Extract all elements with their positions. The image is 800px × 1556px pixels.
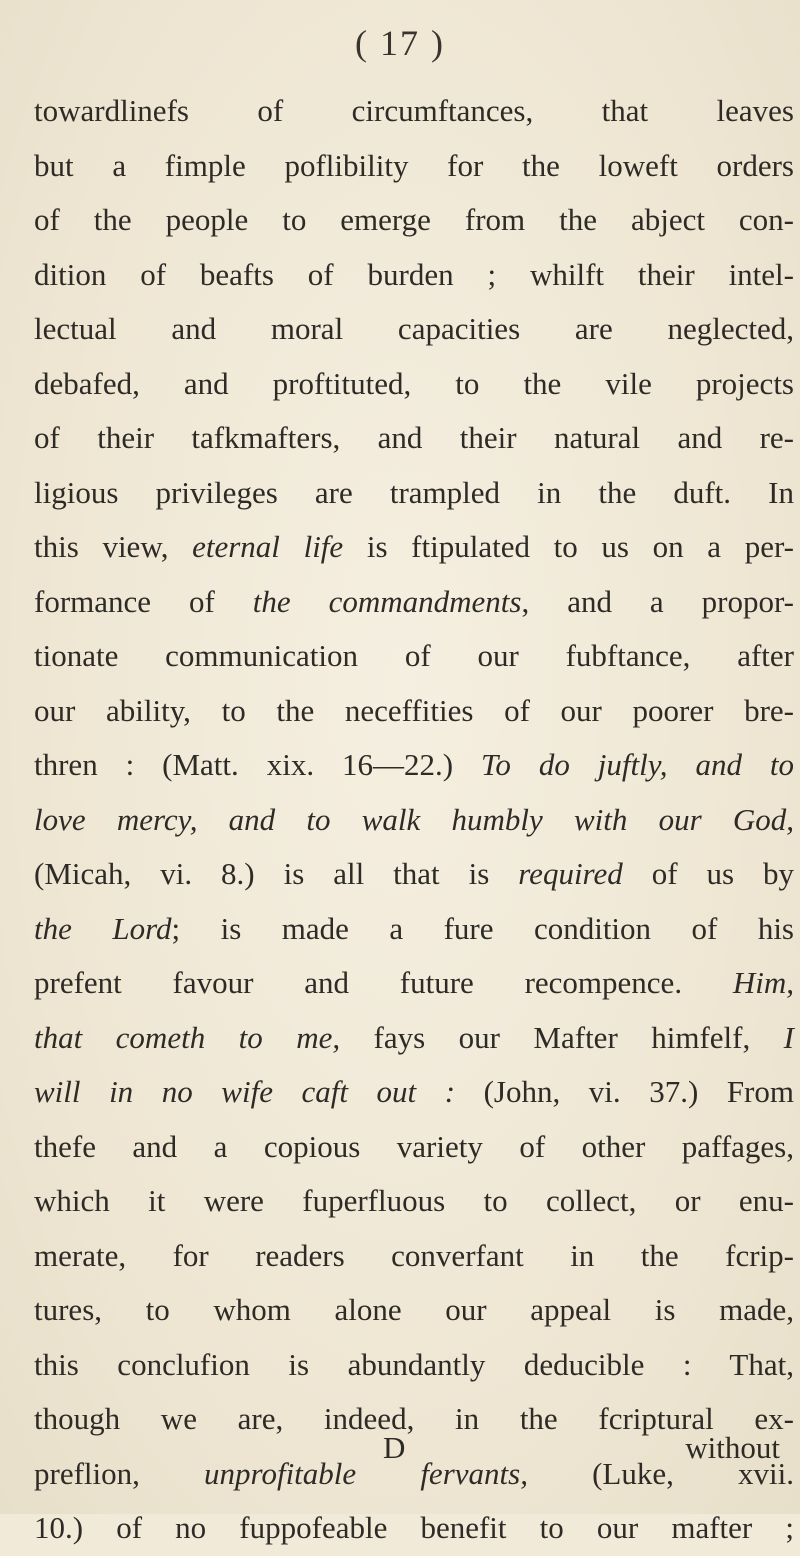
- text-line: [34, 84, 794, 139]
- text-segment: tures, to whom alone our appeal is made,: [34, 1292, 794, 1327]
- italic-text: love mercy, and to walk humbly with our God,: [34, 801, 794, 837]
- italic-text: Him,: [732, 965, 794, 1000]
- text-segment: prefent favour and future recompence.: [34, 965, 733, 1000]
- text-line: [34, 466, 794, 521]
- italic-text: eternal life: [192, 529, 344, 564]
- italic-text: the Lord: [34, 910, 172, 946]
- text-segment: lectual and moral capacities are neglected,: [34, 311, 794, 346]
- text-line: [34, 193, 794, 248]
- signature-mark: D: [383, 1430, 406, 1465]
- text-segment: thren : (Matt. xix. 16—22.): [34, 747, 482, 782]
- page-number: ( 17 ): [355, 23, 445, 63]
- text-line: [34, 575, 794, 630]
- italic-text: unprofitable fervants,: [204, 1455, 528, 1491]
- text-segment: debafed, and proftituted, to the vile projects: [34, 365, 794, 401]
- text-segment: tionate communication of our fubftance, after: [34, 638, 794, 673]
- text-line: [34, 629, 794, 684]
- text-line: [34, 1283, 794, 1338]
- italic-text: To do juftly, and to: [481, 747, 794, 782]
- text-segment: but a fimple poflibility for the loweft orders: [34, 147, 794, 183]
- page-footer: [0, 1430, 800, 1480]
- text-line: [34, 1229, 794, 1284]
- text-line: [34, 139, 794, 194]
- text-segment: (Micah, vi. 8.) is all that is: [34, 856, 519, 891]
- text-segment: (John, vi. 37.) From: [455, 1074, 794, 1109]
- text-line: [34, 1120, 794, 1175]
- text-segment: merate, for readers converfant in the fcrip-: [34, 1237, 794, 1273]
- text-segment: this conclufion is abundantly deducible : That,: [34, 1346, 794, 1382]
- italic-text: I: [783, 1019, 794, 1055]
- text-segment: fays our Mafter himfelf,: [340, 1019, 784, 1055]
- text-line: [34, 248, 794, 303]
- text-segment: of us by: [622, 856, 795, 891]
- text-segment: (Luke, xvii.: [527, 1455, 795, 1491]
- text-segment: though we are, indeed, in the fcriptural ex-: [34, 1401, 794, 1436]
- text-segment: our ability, to the neceffities of our poorer bre-: [34, 692, 794, 728]
- italic-text: the commandments: [252, 583, 522, 619]
- body-text: [34, 84, 794, 1556]
- text-segment: of their tafkmafters, and their natural and re-: [34, 420, 794, 455]
- text-line: [34, 738, 794, 793]
- text-segment: 10.) of no fuppofeable benefit to our mafter ;: [34, 1510, 794, 1545]
- text-line: [34, 956, 794, 1011]
- italic-text: will in no wife caft out :: [34, 1074, 456, 1109]
- text-line: [34, 411, 794, 466]
- italic-text: that cometh to me,: [34, 1019, 341, 1055]
- text-line: [34, 902, 794, 957]
- text-line: [34, 357, 794, 412]
- text-line: [34, 302, 794, 357]
- text-line: [34, 1338, 794, 1393]
- text-segment: preflion,: [34, 1455, 205, 1491]
- text-line: [34, 847, 794, 902]
- text-segment: is ftipulated to us on a per-: [343, 529, 794, 564]
- catchword: without: [685, 1430, 780, 1465]
- text-line: [34, 1011, 794, 1066]
- text-line: [34, 684, 794, 739]
- text-line: [34, 1174, 794, 1229]
- text-line: [34, 1065, 794, 1120]
- text-segment: , and a propor-: [521, 583, 795, 619]
- text-segment: which it were fuperfluous to collect, or enu-: [34, 1183, 794, 1218]
- text-line: [34, 793, 794, 848]
- text-segment: towardlinefs of circumftances, that leaves: [34, 93, 794, 128]
- text-segment: formance of: [34, 583, 253, 619]
- text-segment: of the people to emerge from the abject con-: [34, 202, 794, 237]
- text-segment: thefe and a copious variety of other paffages,: [34, 1128, 794, 1164]
- text-line: [34, 1501, 794, 1556]
- text-line: [34, 520, 794, 575]
- italic-text: required: [518, 856, 623, 891]
- text-segment: dition of beafts of burden ; whilft their intel-: [34, 256, 794, 292]
- text-segment: ligious privileges are trampled in the duft. In: [34, 474, 794, 510]
- text-segment: ; is made a fure condition of his: [171, 910, 794, 946]
- text-segment: this view,: [34, 529, 193, 564]
